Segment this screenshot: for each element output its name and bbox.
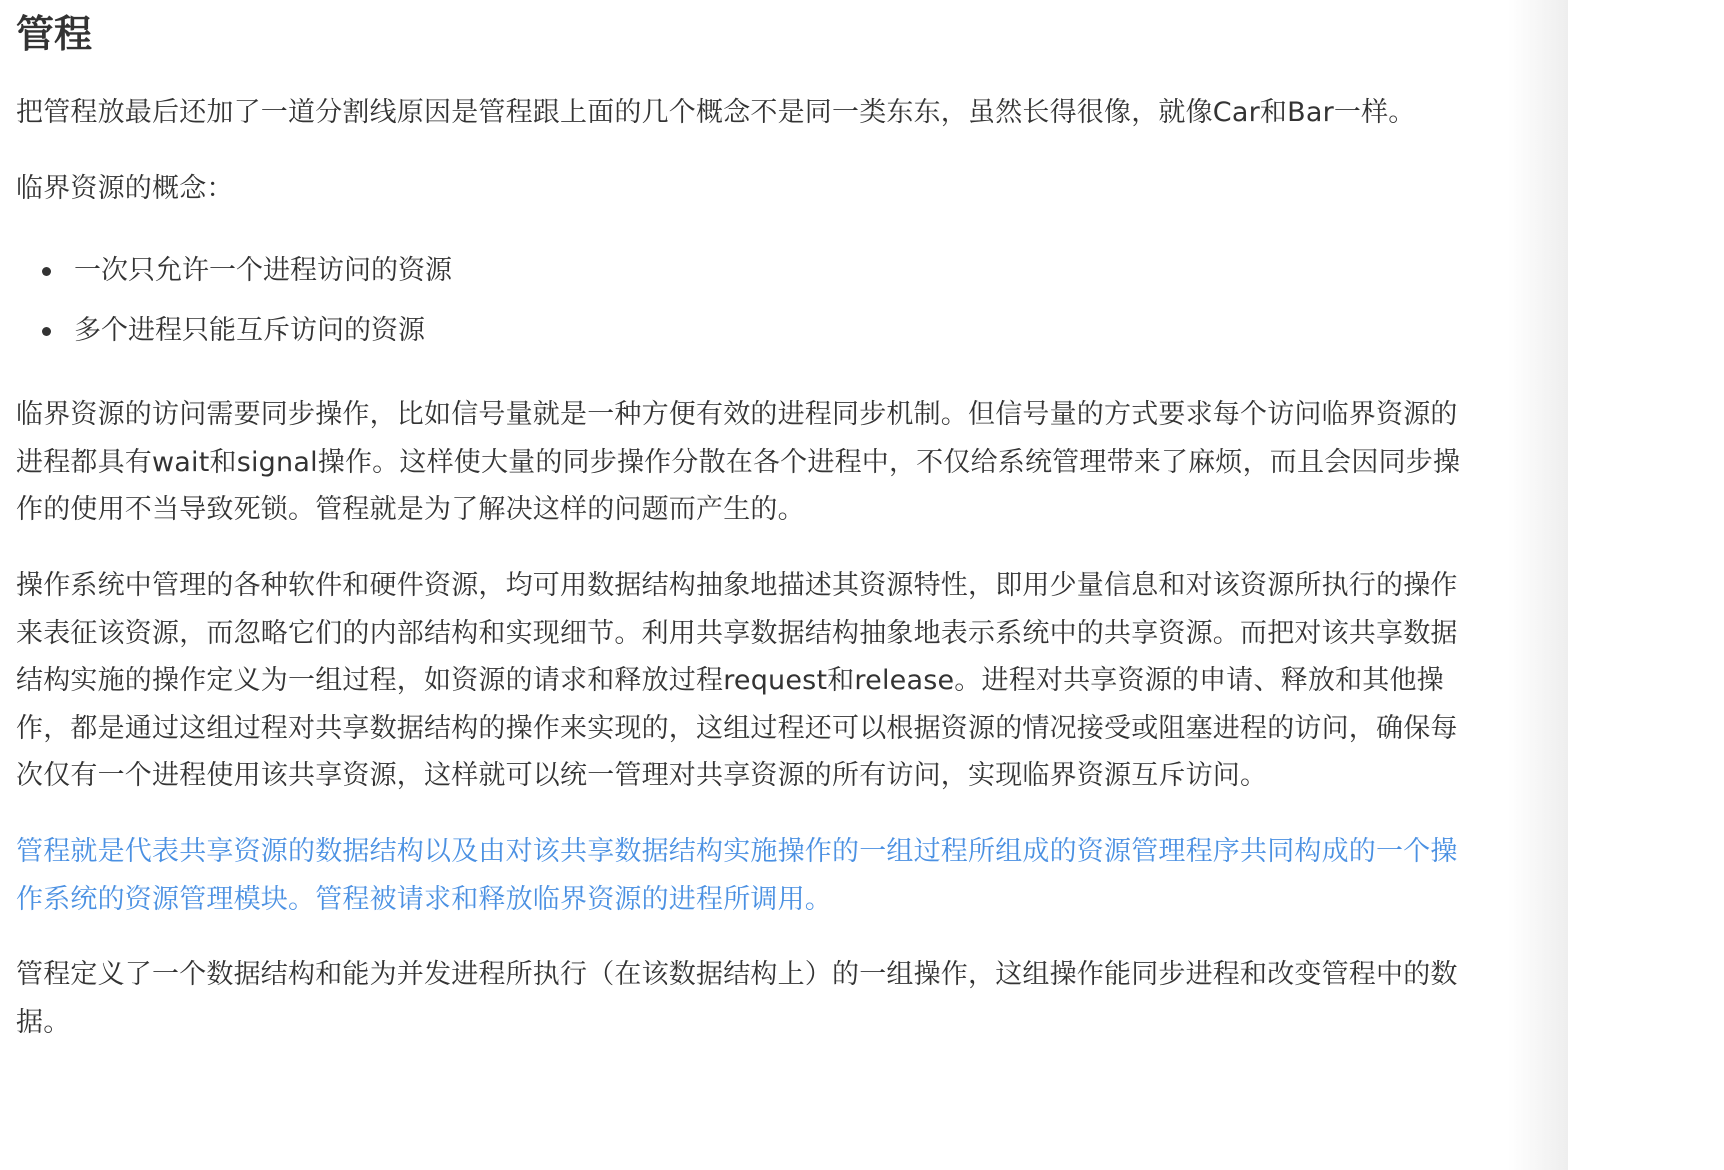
critical-resource-list [16,241,452,361]
paragraph-line: 次仅有一个进程使用该共享资源，这样就可以统一管理对共享资源的所有访问，实现临界资源互斥访问。 [16,760,1268,791]
scroll-edge-shadow [1508,0,1568,1170]
paragraph-line: 临界资源的访问需要同步操作，比如信号量就是一种方便有效的进程同步机制。但信号量的方式要求每个访问临界资源的 [16,399,1458,430]
highlight-line: 作系统的资源管理模块。管程被请求和释放临界资源的进程所调用。 [16,883,832,915]
highlight-line: 管程就是代表共享资源的数据结构以及由对该共享数据结构实施操作的一组过程所组成的资源管理程序共同构成的一个操 [16,836,1458,867]
paragraph-line: 结构实施的操作定义为一组过程，如资源的请求和释放过程request和release。进程对共享资源的申请、释放和其他操 [16,665,1444,696]
list-item [16,301,452,361]
bullet-icon [42,327,51,336]
shared-data-paragraph [16,562,1458,800]
intro-line: 把管程放最后还加了一道分割线原因是管程跟上面的几个概念不是同一类东东，虽然长得很像，就像Car和Bar一样。 [16,97,1416,128]
critical-resource-label [16,165,234,213]
list-item-text: 多个进程只能互斥访问的资源 [74,315,425,346]
critical-resource-label-text: 临界资源的概念： [16,173,234,204]
paragraph-line: 据。 [16,1006,71,1038]
paragraph-line: 操作系统中管理的各种软件和硬件资源，均可用数据结构抽象地描述其资源特性，即用少量信息和对该资源所执行的操作 [16,570,1458,601]
synchronization-paragraph [16,391,1460,534]
paragraph-line: 管程定义了一个数据结构和能为并发进程所执行（在该数据结构上）的一组操作，这组操作能同步进程和改变管程中的数 [16,959,1458,990]
monitor-operations-paragraph [16,951,1458,1046]
monitor-definition-highlight [16,828,1458,923]
paragraph-line: 来表征该资源，而忽略它们的内部结构和实现细节。利用共享数据结构抽象地表示系统中的共享资源。而把对该共享数据 [16,617,1458,649]
paragraph-line: 作，都是通过这组过程对共享数据结构的操作来实现的，这组过程还可以根据资源的情况接受或阻塞进程的访问，确保每 [16,712,1458,744]
paragraph-line: 进程都具有wait和signal操作。这样使大量的同步操作分散在各个进程中，不仅给系统管理带来了麻烦，而且会因同步操 [16,446,1461,478]
section-heading: 管程 [16,12,93,56]
bullet-icon [42,267,51,276]
list-item [16,241,452,301]
list-item-text: 一次只允许一个进程访问的资源 [74,255,452,286]
intro-paragraph [16,89,1415,137]
paragraph-line: 作的使用不当导致死锁。管程就是为了解决这样的问题而产生的。 [16,494,805,525]
